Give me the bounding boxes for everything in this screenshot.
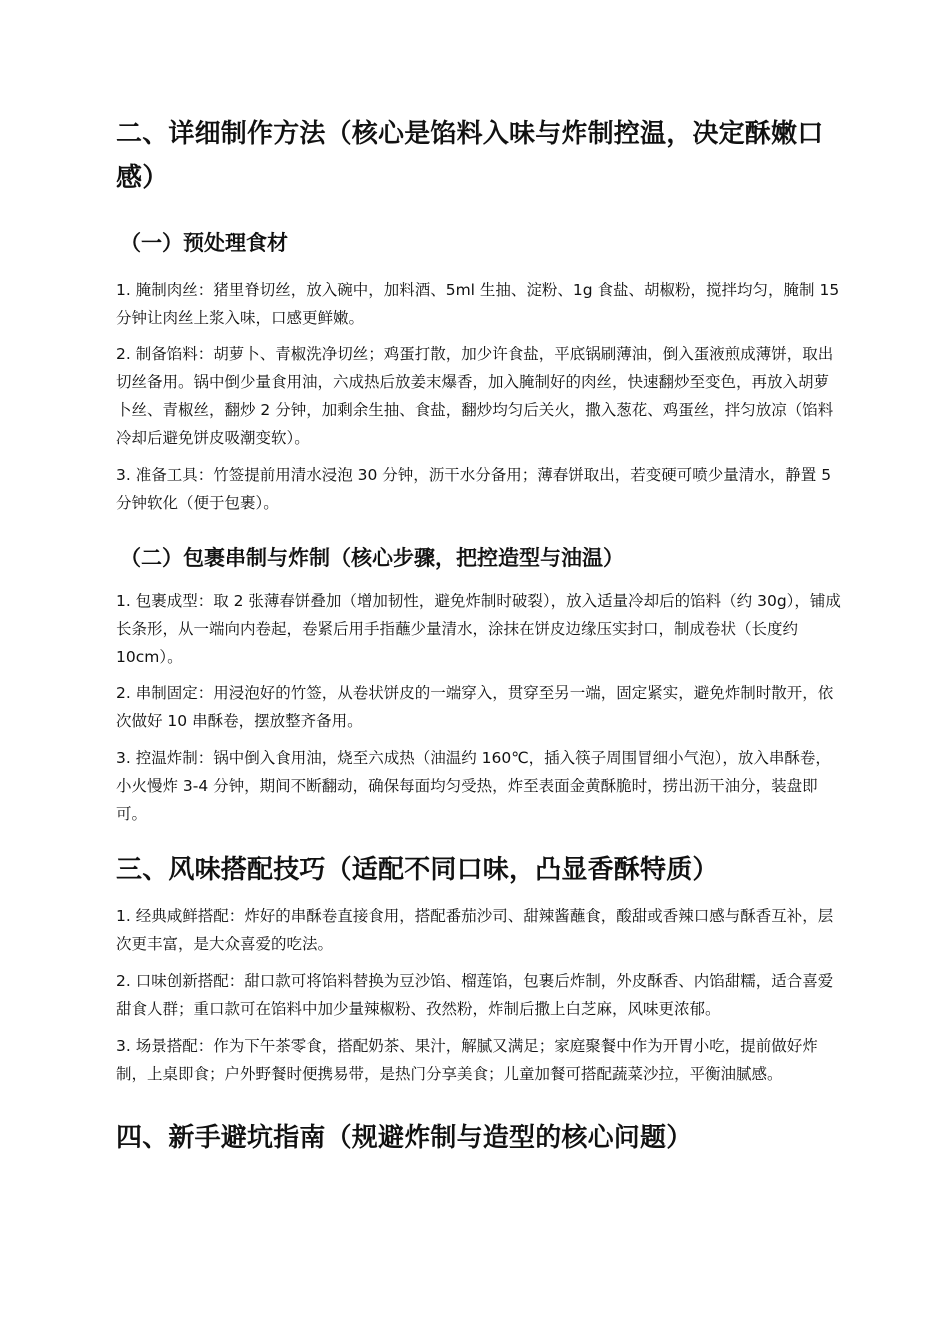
document-content bbox=[116, 112, 842, 1160]
paragraph: 3. 准备工具：竹签提前用清水浸泡 30 分钟，沥干水分备用；薄春饼取出，若变硬可喷少量清水，静置 5 分钟软化（便于包裹）。 bbox=[116, 466, 832, 512]
subsection-heading-wrap-fry: （二）包裹串制与炸制（核心步骤，把控造型与油温） bbox=[120, 546, 624, 570]
subsection-heading-prep: （一）预处理食材 bbox=[120, 231, 288, 255]
paragraph: 3. 控温炸制：锅中倒入食用油，烧至六成热（油温约 160℃，插入筷子周围冒细小气泡），放入串酥卷，小火慢炸 3-4 分钟，期间不断翻动，确保每面均匀受热，炸至表面金黄酥脆时，捞出沥干油分，装盘即可。 bbox=[116, 749, 831, 823]
paragraph: 1. 经典咸鲜搭配：炸好的串酥卷直接食用，搭配番茄沙司、甜辣酱蘸食，酸甜或香辣口感与酥香互补，层次更丰富，是大众喜爱的吃法。 bbox=[116, 907, 834, 953]
paragraph: 1. 包裹成型：取 2 张薄春饼叠加（增加韧性，避免炸制时破裂），放入适量冷却后的馅料（约 30g），铺成长条形，从一端向内卷起，卷紧后用手指蘸少量清水，涂抹在饼皮边缘压实封口，制成卷状（长度约 10cm）。 bbox=[116, 592, 841, 666]
paragraph: 2. 口味创新搭配：甜口款可将馅料替换为豆沙馅、榴莲馅，包裹后炸制，外皮酥香、内馅甜糯，适合喜爱甜食人群；重口款可在馅料中加少量辣椒粉、孜然粉，炸制后撒上白芝麻，风味更浓郁。 bbox=[116, 972, 834, 1018]
section-heading-3: 三、风味搭配技巧（适配不同口味，凸显香酥特质） bbox=[116, 855, 719, 885]
paragraph: 3. 场景搭配：作为下午茶零食，搭配奶茶、果汁，解腻又满足；家庭聚餐中作为开胃小吃，提前做好炸制，上桌即食；户外野餐时便携易带，是热门分享美食；儿童加餐可搭配蔬菜沙拉，平衡油腻感。 bbox=[116, 1037, 818, 1083]
paragraph: 2. 串制固定：用浸泡好的竹签，从卷状饼皮的一端穿入，贯穿至另一端，固定紧实，避免炸制时散开，依次做好 10 串酥卷，摆放整齐备用。 bbox=[116, 684, 834, 730]
section-heading-4: 四、新手避坑指南（规避炸制与造型的核心问题） bbox=[116, 1123, 693, 1153]
section-heading-2: 二、详细制作方法（核心是馅料入味与炸制控温，决定酥嫩口感） bbox=[116, 119, 824, 193]
paragraph: 2. 制备馅料：胡萝卜、青椒洗净切丝；鸡蛋打散，加少许食盐，平底锅刷薄油，倒入蛋液煎成薄饼，取出切丝备用。锅中倒少量食用油，六成热后放姜末爆香，加入腌制好的肉丝，快速翻炒至变色，再放入胡萝卜丝、青椒丝，翻炒 2 分钟，加剩余生抽、食盐，翻炒均匀后关火，撒入葱花、鸡蛋丝，拌匀放凉（馅料冷却后避免饼皮吸潮变软）。 bbox=[116, 345, 834, 447]
paragraph: 1. 腌制肉丝：猪里脊切丝，放入碗中，加料酒、5ml 生抽、淀粉、1g 食盐、胡椒粉，搅拌均匀，腌制 15 分钟让肉丝上浆入味，口感更鲜嫩。 bbox=[116, 281, 840, 327]
